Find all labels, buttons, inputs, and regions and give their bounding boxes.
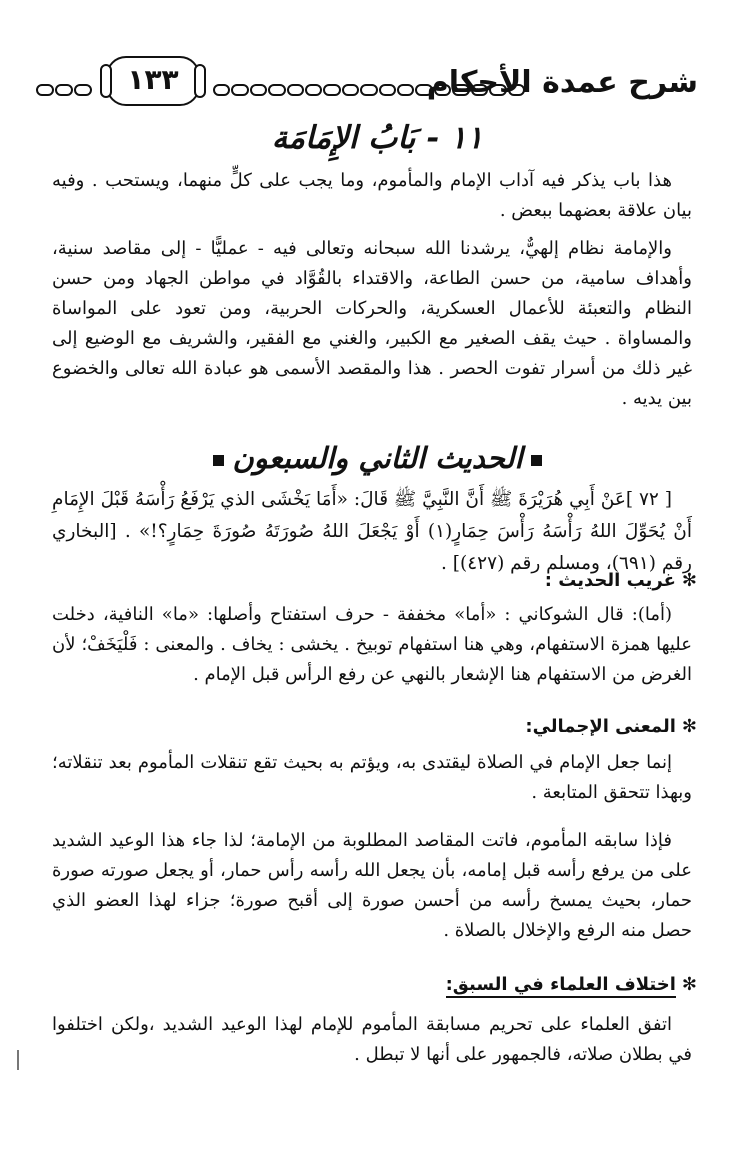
gharib-heading [545,566,697,596]
general-meaning-block-1 [52,748,692,808]
chain-link-icon [213,84,230,96]
intro-paragraph-1 [52,166,692,226]
intro-paragraph-2 [52,234,692,414]
chain-link-icon [471,84,488,96]
scholars-block [52,1010,692,1070]
black-square-icon [213,455,224,466]
book-title: شرح عمدة الأحكام [426,65,698,100]
gharib-block [52,600,692,690]
chain-link-icon [342,84,359,96]
chain-link-icon [305,84,322,96]
general-meaning-text-2: فإذا سابقه المأموم، فاتت المقاصد المطلوبة من الإمامة؛ لذا جاء هذا الوعيد الشديد على من يرفع رأسه قبل إمامه، بأن يجعل الله رأسه رأس حمار، أو يجعل صورته صورة حمار، بحيث يمسخ رأسه من أحسن صورة إلى أقبح صورة؛ جزاء لهذا العضو الذي حصل منه الرفع والإخلال بالصلاة . [52,830,692,941]
page-number-frame [106,56,200,106]
chain-link-icon [489,84,506,96]
page-number: ١٣٣ [127,63,179,96]
hadith-title-text: الحديث الثاني والسبعون [232,441,523,475]
chain-link-icon [508,84,525,96]
scholars-text: اتفق العلماء على تحريم مسابقة المأموم للإمام لهذا الوعيد الشديد ،ولكن اختلفوا في بطلان صلاته، فالجمهور على أنها لا تبطل . [52,1014,692,1065]
chapter-title: ١١ - بَابُ الإِمَامَة [271,120,484,156]
chain-link-icon [452,84,469,96]
chain-link-icon [55,84,73,96]
chain-link-icon [268,84,285,96]
chain-link-icon [415,84,432,96]
gharib-heading-text: غريب الحديث : [544,570,676,591]
hadith-text: [ ٧٢ ]عَنْ أَبِي هُرَيْرَةَ ﷺ أَنَّ النَّبِيَّ ﷺ قَالَ: «أَمَا يَخْشَى الذي يَرْفَعُ رَأْسَهُ قَبْلَ الإِمَامِ أَنْ يُحَوِّلَ اللهُ رَأْسَهُ رَأْسَ حِمَارٍ(١) أَوْ يَجْعَلَ اللهُ صُورَتَهُ صُورَةَ حِمَارٍ؟!» . [البخاري رقم (٦٩١)، ومسلم رقم (٤٢٧)] . [52,489,692,574]
asterisk-icon: ✻ [681,716,697,737]
black-square-icon [531,455,542,466]
chain-link-icon [397,84,414,96]
chain-link-icon [323,84,340,96]
chain-link-icon [287,84,304,96]
chain-link-icon [250,84,267,96]
hadith-title [0,438,755,478]
chain-link-icon [36,84,54,96]
general-meaning-heading [525,712,697,742]
chain-ornament-short [36,84,96,96]
scholars-heading-text: اختلاف العلماء في السبق: [446,974,676,998]
gharib-text: (أما): قال الشوكاني : «أما» مخففة - حرف استفتاح وأصلها: «ما» النافية، دخلت عليها همزة الاستفهام، وهي هنا استفهام توبيخ . يخشى : يخاف . والمعنى : فَلْيَخَفْ؛ لأن الغرض من الاستفهام هنا الإشعار بالنهي عن رفع الرأس قبل الإمام . [52,604,692,685]
general-meaning-text-1: إنما جعل الإمام في الصلاة ليقتدى به، ويؤتم به بحيث تقع تنقلات المأموم بعد تنقلاته؛ وبهذا تتحقق المتابعة . [52,752,692,803]
intro-text-1: هذا باب يذكر فيه آداب الإمام والمأموم، وما يجب على كلٍّ منهما، ويستحب . وفيه بيان علاقة بعضهما ببعض . [52,170,692,221]
chain-link-icon [74,84,92,96]
intro-text-2: والإمامة نظام إلهيٌّ، يرشدنا الله سبحانه وتعالى فيه - عمليًّا - إلى مقاصد سنية، وأهداف سامية، من حسن الطاعة، والاقتداء بالقُوَّاد في مواطن الجهاد ومن حسن النظام والتعبئة للأعمال العسكرية، والحركات الحربية، ومن تعود على المواساة والمساواة . حيث يقف الصغير مع الكبير، والغني مع الفقير، والشريف مع الوضيع إلى غير ذلك من أسرار تفوت الحصر . هذا والمقصد الأسمى هو عبادة الله تعالى والخضوع بين يديه . [52,238,692,409]
chain-link-icon [360,84,377,96]
page-header [28,60,698,120]
margin-mark [17,1050,19,1070]
asterisk-icon: ✻ [681,570,697,591]
chain-link-icon [434,84,451,96]
chain-ornament-long [213,84,525,96]
general-meaning-block-2 [52,826,692,946]
general-meaning-heading-text: المعنى الإجمالي: [525,716,676,737]
chain-link-icon [231,84,248,96]
chain-link-icon [379,84,396,96]
scholars-heading [446,970,697,1000]
asterisk-icon: ✻ [681,974,697,995]
